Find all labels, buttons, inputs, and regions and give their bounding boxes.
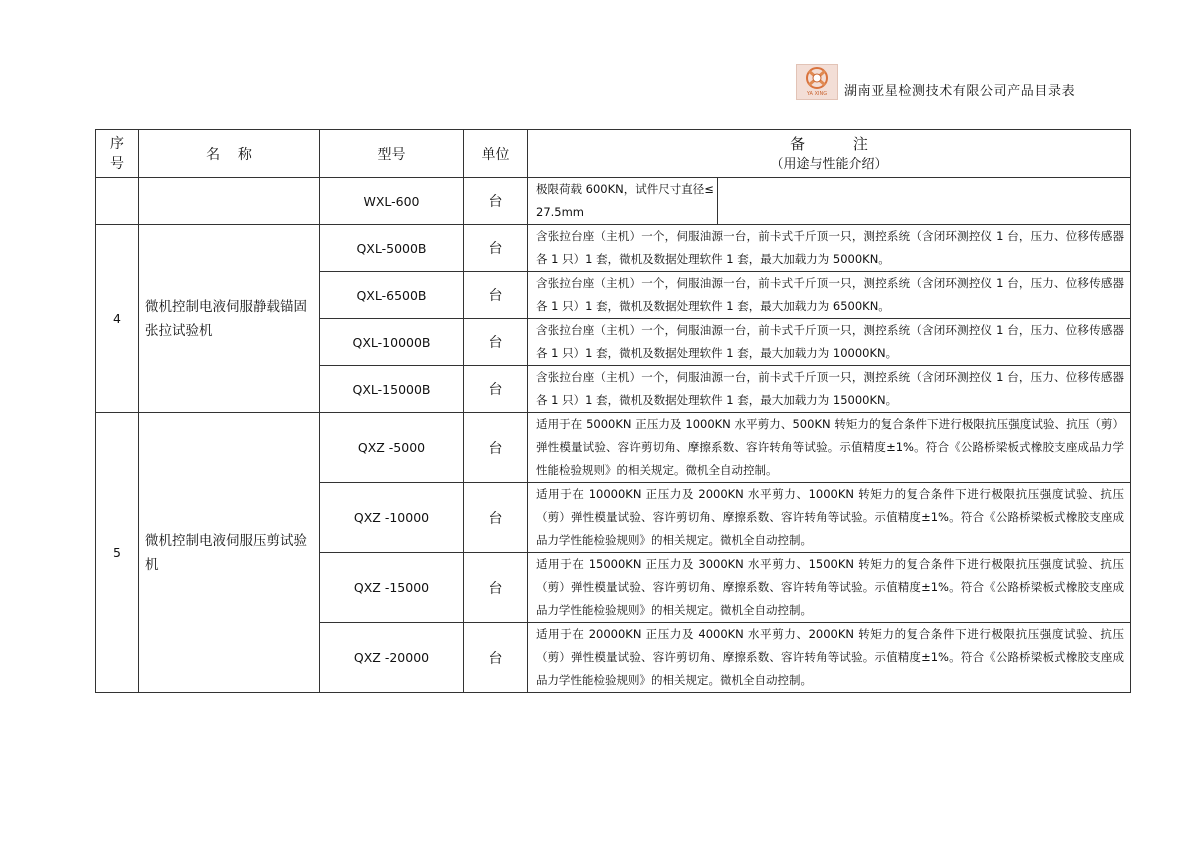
column-header-notes <box>528 130 1131 178</box>
note-cell: 含张拉台座（主机）一个，伺服油源一台，前卡式千斤顶一只，测控系统（含闭环测控仪 1 台，压力、位移传感器各 1 只）1 套，微机及数据处理软件 1 套，最大加载力为 10000KN。 <box>528 319 1131 366</box>
note-cell: 适用于在 20000KN 正压力及 4000KN 水平剪力、2000KN 转矩力的复合条件下进行极限抗压强度试验、抗压（剪）弹性模量试验、容许剪切角、摩擦系数、容许转角等试验。示值精度±1%。符合《公路桥梁板式橡胶支座成品力学性能检验规则》的相关规定。微机全自动控制。 <box>528 623 1131 693</box>
unit-cell: 台 <box>464 178 528 225</box>
model-cell: QXL-6500B <box>320 272 464 319</box>
note-cell: 适用于在 10000KN 正压力及 2000KN 水平剪力、1000KN 转矩力的复合条件下进行极限抗压强度试验、抗压（剪）弹性模量试验、容许剪切角、摩擦系数、容许转角等试验。示值精度±1%。符合《公路桥梁板式橡胶支座成品力学性能检验规则》的相关规定。微机全自动控制。 <box>528 483 1131 553</box>
product-name-cell: 微机控制电液伺服静载锚固张拉试验机 <box>139 225 320 413</box>
unit-cell: 台 <box>464 413 528 483</box>
model-cell: QXL-15000B <box>320 366 464 413</box>
product-catalog-table <box>95 129 1131 693</box>
column-header-model: 型号 <box>320 130 464 178</box>
product-name-cell: 微机控制电液伺服压剪试验机 <box>139 413 320 693</box>
note-cell: 适用于在 5000KN 正压力及 1000KN 水平剪力、500KN 转矩力的复合条件下进行极限抗压强度试验、抗压（剪）弹性模量试验、容许剪切角、摩擦系数、容许转角等试验。示值精度±1%。符合《公路桥梁板式橡胶支座成品力学性能检验规则》的相关规定。微机全自动控制。 <box>528 413 1131 483</box>
note-cell: 含张拉台座（主机）一个，伺服油源一台，前卡式千斤顶一只，测控系统（含闭环测控仪 1 台，压力、位移传感器各 1 只）1 套，微机及数据处理软件 1 套，最大加载力为 15000KN。 <box>528 366 1131 413</box>
note-cell-empty <box>718 178 1131 225</box>
note-cell: 含张拉台座（主机）一个，伺服油源一台，前卡式千斤顶一只，测控系统（含闭环测控仪 1 台，压力、位移传感器各 1 只）1 套，微机及数据处理软件 1 套，最大加载力为 5000KN。 <box>528 225 1131 272</box>
svg-text:YA XING: YA XING <box>806 91 828 97</box>
column-header-seq <box>96 130 139 178</box>
table-row <box>96 225 1131 272</box>
note-cell: 极限荷载 600KN，试件尺寸直径≤ 27.5mm <box>528 178 718 225</box>
table-row <box>96 413 1131 483</box>
column-header-unit: 单位 <box>464 130 528 178</box>
seq-header-line2: 号 <box>110 155 124 172</box>
seq-cell <box>96 178 139 225</box>
model-cell: QXZ -5000 <box>320 413 464 483</box>
model-cell: QXZ -10000 <box>320 483 464 553</box>
company-title: 湖南亚星检测技术有限公司产品目录表 <box>844 84 1076 99</box>
model-cell: QXL-10000B <box>320 319 464 366</box>
seq-cell: 4 <box>96 225 139 413</box>
note-cell: 适用于在 15000KN 正压力及 3000KN 水平剪力、1500KN 转矩力的复合条件下进行极限抗压强度试验、抗压（剪）弹性模量试验、容许剪切角、摩擦系数、容许转角等试验。示值精度±1%。符合《公路桥梁板式橡胶支座成品力学性能检验规则》的相关规定。微机全自动控制。 <box>528 553 1131 623</box>
unit-cell: 台 <box>464 319 528 366</box>
notes-header-subtitle: （用途与性能介绍） <box>770 156 888 172</box>
model-cell: QXZ -15000 <box>320 553 464 623</box>
table-row <box>96 178 1131 225</box>
unit-cell: 台 <box>464 225 528 272</box>
seq-header-line1: 序 <box>110 135 124 152</box>
notes-header-title: 备 注 <box>790 134 868 153</box>
product-name-cell <box>139 178 320 225</box>
unit-cell: 台 <box>464 366 528 413</box>
model-cell: QXZ -20000 <box>320 623 464 693</box>
seq-cell: 5 <box>96 413 139 693</box>
model-cell: QXL-5000B <box>320 225 464 272</box>
company-logo <box>796 64 838 100</box>
unit-cell: 台 <box>464 623 528 693</box>
unit-cell: 台 <box>464 272 528 319</box>
unit-cell: 台 <box>464 483 528 553</box>
column-header-name: 名 称 <box>139 130 320 178</box>
table-header-row <box>96 130 1131 178</box>
model-cell: WXL-600 <box>320 178 464 225</box>
unit-cell: 台 <box>464 553 528 623</box>
note-cell: 含张拉台座（主机）一个，伺服油源一台，前卡式千斤顶一只，测控系统（含闭环测控仪 1 台，压力、位移传感器各 1 只）1 套，微机及数据处理软件 1 套，最大加载力为 6500KN。 <box>528 272 1131 319</box>
